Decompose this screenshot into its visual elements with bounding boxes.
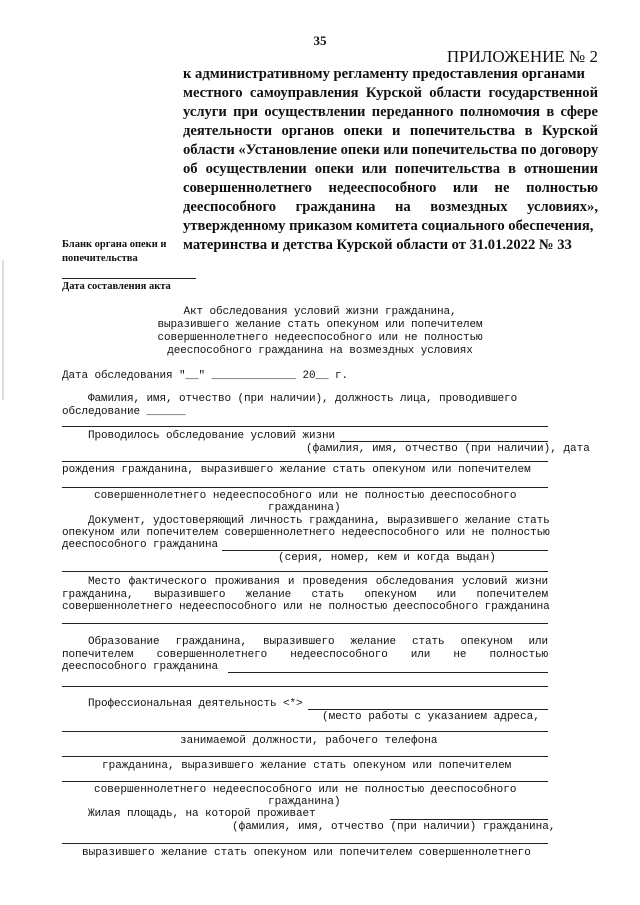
appendix-line: местного самоуправления Курской области государственной bbox=[183, 85, 598, 101]
official-label: обследование ______ bbox=[62, 406, 186, 418]
appendix-line: к административному регламенту предоставления органами bbox=[183, 66, 585, 82]
appendix-line: дееспособного гражданина на возмездных условиях», bbox=[183, 199, 598, 215]
id-document-label: дееспособного гражданина bbox=[62, 539, 219, 551]
fill-line bbox=[390, 819, 548, 820]
education-label: дееспособного гражданина bbox=[62, 661, 219, 673]
fill-line bbox=[62, 461, 548, 462]
hint-text: занимаемой должности, рабочего телефона bbox=[180, 735, 438, 747]
fill-line bbox=[308, 709, 548, 710]
fill-line bbox=[222, 550, 548, 551]
hint-text: совершеннолетнего недееспособного или не полностью дееспособного bbox=[94, 490, 517, 502]
fill-line bbox=[228, 672, 548, 673]
fill-line bbox=[62, 571, 548, 572]
hint-text: (фамилия, имя, отчество (при наличии), дата bbox=[306, 443, 590, 455]
id-document-label: Документ, удостоверяющий личность гражданина, выразившего желание стать bbox=[88, 515, 550, 527]
fill-line bbox=[62, 843, 548, 844]
survey-date-field: Дата обследования "__" _____________ 20__ г. bbox=[62, 370, 349, 382]
hint-text: гражданина, выразившего желание стать опекуном или попечителем bbox=[102, 760, 512, 772]
professional-activity-label: Профессиональная деятельность <*> bbox=[88, 698, 303, 710]
act-title-line: дееспособного гражданина на возмездных условиях bbox=[167, 345, 473, 357]
hint-text: гражданина) bbox=[268, 796, 341, 808]
hint-text: совершеннолетнего недееспособного или не полностью дееспособного bbox=[94, 784, 517, 796]
id-document-label: опекуном или попечителем совершеннолетнего недееспособного или не полностью bbox=[62, 527, 550, 539]
survey-conducted-label: Проводилось обследование условий жизни bbox=[88, 430, 336, 442]
fill-line bbox=[62, 426, 548, 427]
appendix-title: ПРИЛОЖЕНИЕ № 2 bbox=[446, 47, 598, 66]
appendix-line: деятельности органов опеки и попечительства в Курской bbox=[183, 123, 598, 139]
appendix-line: об осуществлении опеки или попечительства в отношении bbox=[183, 161, 598, 177]
hint-text: (место работы с указанием адреса, bbox=[322, 711, 540, 723]
education-label: попечителем совершеннолетнего недееспособного или не полностью bbox=[62, 649, 548, 661]
residence-label: гражданина, выразившего желание стать опекуном или попечителем bbox=[62, 589, 548, 601]
hint-text: выразившего желание стать опекуном или попечителем совершеннолетнего bbox=[82, 847, 531, 859]
act-date-label: Дата составления акта bbox=[62, 281, 171, 292]
hint-text: гражданина) bbox=[268, 502, 341, 514]
appendix-line: области «Установление опеки или попечительства по договору bbox=[183, 142, 599, 158]
appendix-line: утвержденному приказом комитета социального обеспечения, bbox=[183, 218, 594, 234]
act-title-line: Акт обследования условий жизни гражданина, bbox=[183, 306, 457, 318]
appendix-line: услуги при осуществлении переданного полномочия в сфере bbox=[183, 104, 598, 120]
fill-line bbox=[62, 487, 548, 488]
act-title-line: совершеннолетнего недееспособного или не полностью bbox=[157, 332, 483, 344]
official-label: Фамилия, имя, отчество (при наличии), должность лица, проводившего bbox=[88, 393, 518, 405]
residence-label: Место фактического проживания и проведения обследования условий жизни bbox=[88, 576, 548, 588]
fill-line bbox=[62, 756, 548, 757]
hint-text: (серия, номер, кем и когда выдан) bbox=[278, 552, 496, 564]
fill-line bbox=[340, 441, 548, 442]
page-number: 35 bbox=[313, 33, 327, 48]
letterhead-line: попечительства bbox=[62, 253, 138, 264]
letterhead-line: Бланк органа опеки и bbox=[62, 239, 167, 250]
fill-line bbox=[62, 623, 548, 624]
hint-text: (фамилия, имя, отчество (при наличии) гражданина, bbox=[232, 821, 556, 833]
hint-text: рождения гражданина, выразившего желание стать опекуном или попечителем bbox=[62, 464, 531, 476]
appendix-line: материнства и детства Курской области от 31.01.2022 № 33 bbox=[183, 237, 572, 253]
living-area-label: Жилая площадь, на которой проживает bbox=[88, 808, 316, 820]
letterhead-date-rule bbox=[62, 278, 196, 279]
appendix-line: совершеннолетнего недееспособного или не полностью bbox=[183, 180, 598, 196]
fill-line bbox=[62, 781, 548, 782]
education-label: Образование гражданина, выразившего желание стать опекуном или bbox=[88, 636, 548, 648]
fill-line bbox=[62, 686, 548, 687]
act-title-line: выразившего желание стать опекуном или попечителем bbox=[157, 319, 483, 331]
residence-label: совершеннолетнего недееспособного или не полностью дееспособного гражданина bbox=[62, 601, 550, 613]
fill-line bbox=[62, 731, 548, 732]
